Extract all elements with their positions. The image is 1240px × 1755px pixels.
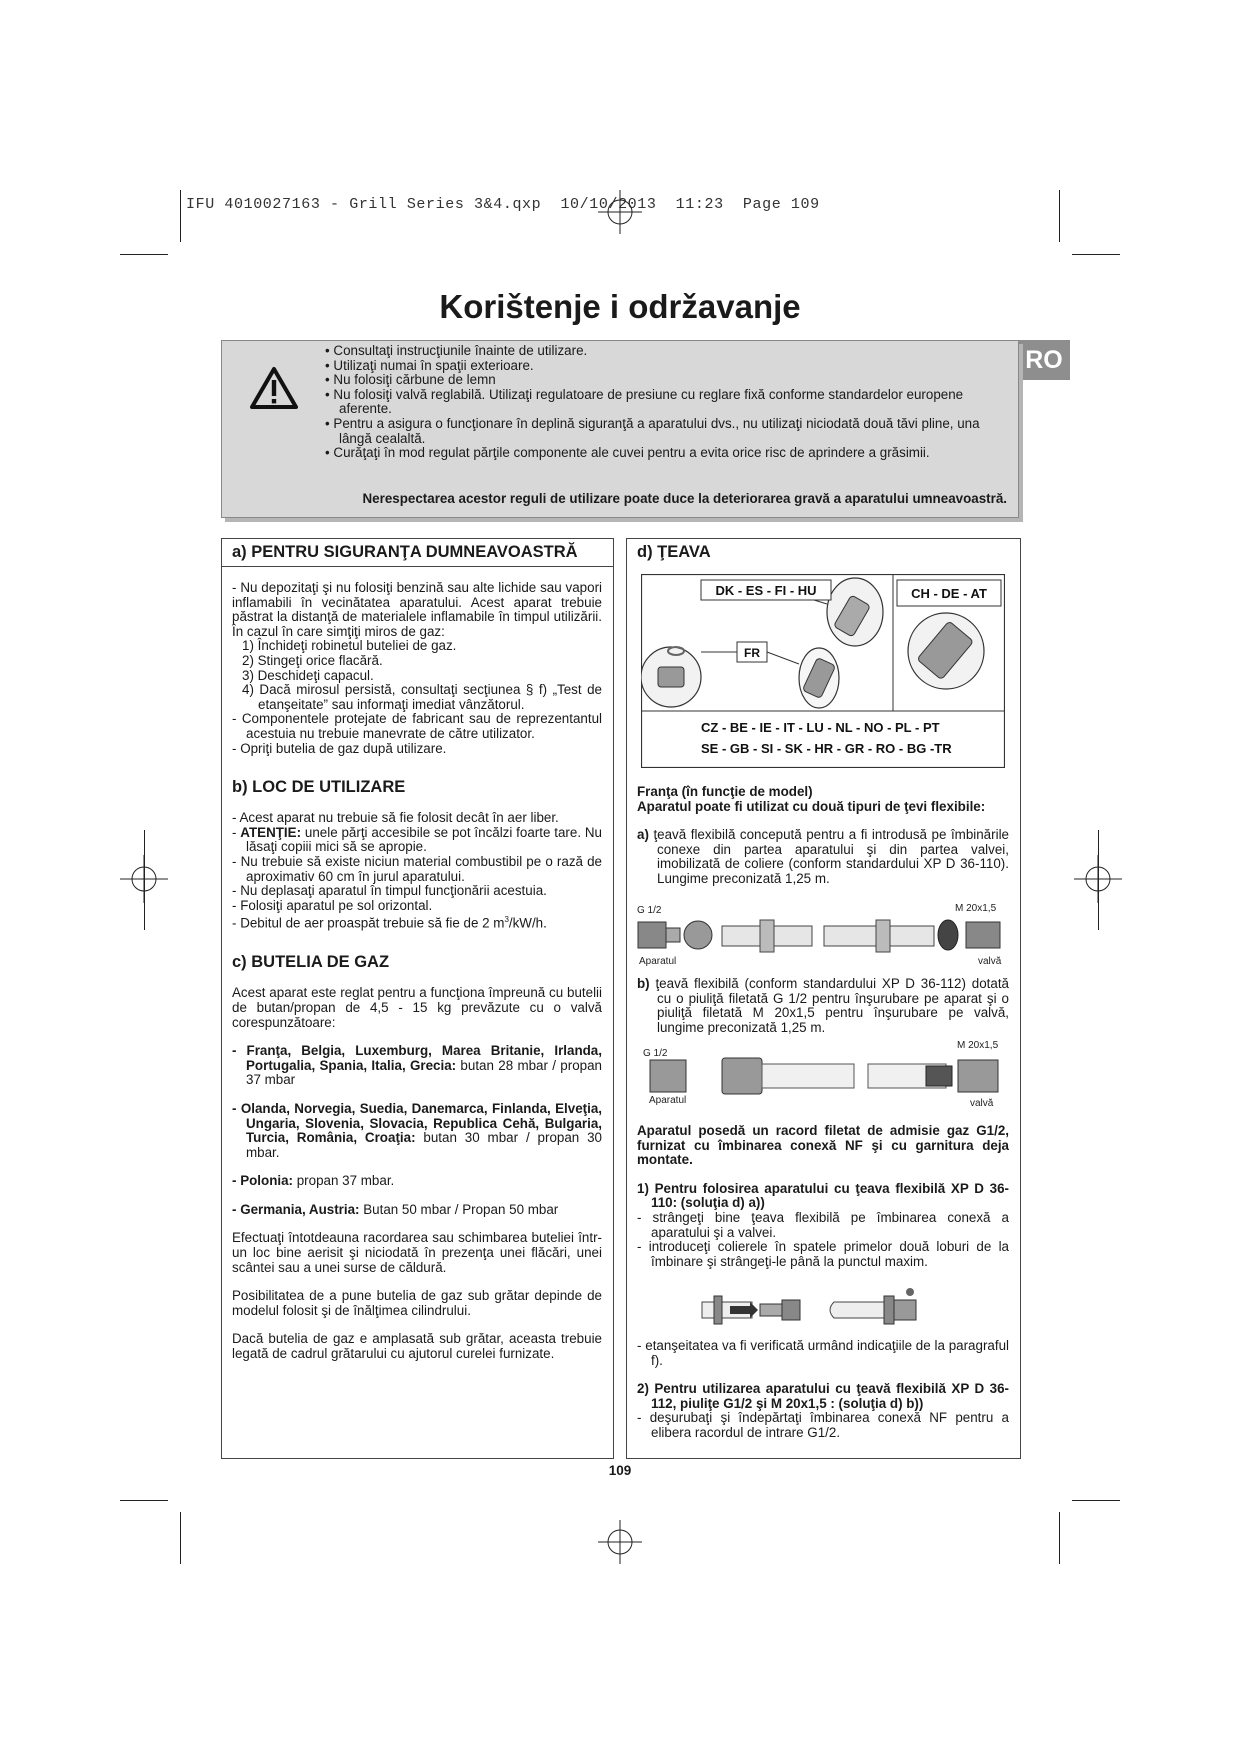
section-b-title: b) LOC DE UTILIZARE (232, 778, 406, 797)
hose-b-m-label: M 20x1,5 (957, 1040, 999, 1051)
section-b-item: - ATENŢIE: unele părţi accesibile se pot încălzi foarte tare. Nu lăsaţi copiii mici să se apropie. (232, 824, 602, 855)
registration-mark-top (596, 188, 644, 236)
registration-mark-bottom (596, 1518, 644, 1566)
hose-a-illustration (636, 916, 1006, 956)
crop-mark (1072, 254, 1120, 255)
option-a: a) ţeavă flexibilă concepută pentru a fi introdusă pe îmbinările conexe din partea aparatului şi din partea valvei, imobilizată de coliere (conform standardului XP D 36-110). Lungime preconizată 1,25 m. (637, 827, 1009, 886)
crop-mark (180, 1512, 181, 1564)
crop-mark (1098, 830, 1099, 930)
section-b-item: - Nu deplasaţi aparatul în timpul funcţionării acestuia. (232, 883, 547, 899)
clamp-illustration (694, 1284, 940, 1334)
hose-a-right-label: valvă (978, 956, 1002, 967)
crop-mark (120, 1500, 168, 1501)
print-header: IFU 4010027163 - Grill Series 3&4.qxp 10/10/2013 11:23 Page 109 (186, 196, 820, 213)
crop-mark (1059, 190, 1060, 242)
step-1-title: 1) Pentru folosirea aparatului cu ţeava flexibilă XP D 36-110: (soluţia d) a)) (637, 1180, 1009, 1211)
warning-item: • Nu folosiţi cărbune de lemn (325, 372, 496, 388)
crop-mark (180, 190, 181, 242)
hose-b-illustration (640, 1054, 1006, 1098)
connector-note: Aparatul posedă un racord filetat de admisie gaz G1/2, furnizat cu îmbinarea conexă NF şi cu garnitura deja montate. (637, 1123, 1009, 1168)
section-a-intro: - Nu depozitaţi şi nu folosiţi benzină sau alte lichide sau vapori inflamabili în vecinătatea aparatului. Acest aparat trebuie păstrat la distanţă de materialele inflamabile în timpul utilizării. În cazul în care simţiţi miros de gaz: (232, 580, 602, 639)
warning-item: • Pentru a asigura o funcţionare în deplină siguranţă a aparatului dvs., nu utilizaţi niciodată două tăvi pline, una lângă cealaltă. (325, 415, 980, 446)
language-tab: RO (1018, 340, 1070, 380)
section-a-title: a) PENTRU SIGURANŢA DUMNEAVOASTRĂ (232, 543, 578, 561)
option-b: b) ţeavă flexibilă (conform standardului XP D 36-112) dotată cu o piuliţă filetată G 1/2 pentru înşurubare pe aparat şi o piuliţă filetată M 20x1,5 pentru înşurubare pe valvă, lungime preconizată 1,25 m. (637, 976, 1009, 1035)
label-ch-de-at: CH - DE - AT (911, 586, 987, 601)
section-a-item: - Opriţi butelia de gaz după utilizare. (232, 740, 447, 756)
section-b-item: - Nu trebuie să existe niciun material combustibil pe o rază de aproximativ 60 cm în jurul aparatului. (232, 853, 602, 884)
country-pressure: - Polonia: propan 37 mbar. (232, 1173, 395, 1189)
country-pressure: - Franţa, Belgia, Luxemburg, Marea Britanie, Irlanda, Portugalia, Spania, Italia, Grecia: butan 28 mbar / propan 37 mbar (232, 1043, 602, 1088)
warning-list (325, 344, 1005, 461)
france-title: Franţa (în funcţie de model) (637, 784, 813, 799)
warning-footer: Nerespectarea acestor reguli de utilizare poate duce la deteriorarea gravă a aparatului umneavoastră. (362, 491, 1007, 506)
section-a-item: - Componentele protejate de fabricant sau de reprezentantul acestuia nu trebuie manevrate de către utilizator. (232, 711, 602, 741)
section-b-item: - Debitul de aer proaspăt trebuie să fie de 2 $m^3/kW/h$. (232, 915, 547, 931)
hose-b-left-label: Aparatul (649, 1095, 687, 1106)
step-1-after: - etanşeitatea va fi verificată urmând indicaţiile de la paragraful f). (637, 1338, 1009, 1368)
step-1-item: - introduceţi colierele în spatele primelor două loburi de la îmbinare şi strângeţi-le până la punctul maxim. (637, 1239, 1009, 1269)
section-c-intro: Acest aparat este reglat pentru a funcţiona împreună cu butelii de butan/propan de 4,5 - 15 kg prevăzute cu o valvă corespunzătoare: (232, 985, 602, 1030)
hose-a-g-label: G 1/2 (637, 905, 662, 916)
section-a-step: 3) Deschideţi capacul. (242, 667, 374, 683)
country-pressure: - Olanda, Norvegia, Suedia, Danemarca, Finlanda, Elveţia, Ungaria, Slovenia, Slovacia, Republica Cehă, Bulgaria, Turcia, România, Croaţia: butan 30 mbar / propan 30 mbar. (232, 1100, 603, 1160)
hose-a-left-label: Aparatul (639, 956, 677, 967)
label-countries-row1: CZ - BE - IE - IT - LU - NL - NO - PL - PT (701, 720, 940, 735)
label-dk-es-fi-hu: DK - ES - FI - HU (715, 583, 817, 598)
warning-triangle-icon (250, 366, 298, 410)
section-c-paragraph: Efectuaţi întotdeauna racordarea sau schimbarea buteliei într-un loc bine aerisit şi niciodată în prezenţa unei flăcări, unei scântei sau a unei surse de căldură. (232, 1230, 602, 1275)
crop-mark (120, 254, 168, 255)
crop-mark (144, 830, 145, 930)
france-subtitle: Aparatul poate fi utilizat cu două tipuri de ţevi flexibile: (637, 798, 986, 814)
page-number: 109 (608, 1463, 632, 1478)
section-c-paragraph: Dacă butelia de gaz e amplasată sub grătar, aceasta trebuie legată de cadrul grătarului cu ajutorul curelei furnizate. (232, 1331, 602, 1362)
section-b-item: - Acest aparat nu trebuie să fie folosit decât în aer liber. (232, 810, 559, 826)
section-c-paragraph: Posibilitatea de a pune butelia de gaz sub grătar depinde de modelul folosit şi de înălţimea cilindrului. (232, 1288, 602, 1318)
warning-item: • Nu folosiţi valvă reglabilă. Utilizaţi regulatoare de presiune cu reglare fixă conforme standardelor europene aferente. (325, 386, 964, 417)
step-2-title: 2) Pentru utilizarea aparatului cu ţeavă flexibilă XP D 36-112, piuliţe G1/2 şi M 20x1,5 : (soluţia d) b)) (637, 1381, 1009, 1411)
warning-item: • Utilizaţi numai în spaţii exterioare. (325, 357, 534, 373)
section-d-title: d) ŢEAVA (637, 543, 711, 561)
warning-item: • Curăţaţi în mod regulat părţile componente ale cuvei pentru a evita orice risc de aprindere a grăsimii. (325, 445, 930, 461)
section-c-title: c) BUTELIA DE GAZ (232, 953, 390, 972)
crop-mark (1072, 1500, 1120, 1501)
label-countries-row2: SE - GB - SI - SK - HR - GR - RO - BG -TR (701, 741, 952, 756)
hose-country-diagram (641, 574, 1005, 768)
hose-b-g-label: G 1/2 (643, 1048, 668, 1059)
hose-b-right-label: valvă (970, 1098, 994, 1109)
hose-a-m-label: M 20x1,5 (955, 903, 997, 914)
country-pressure: - Germania, Austria: Butan 50 mbar / Propan 50 mbar (232, 1201, 559, 1217)
label-fr: FR (744, 646, 760, 660)
step-1-item: - strângeţi bine ţeava flexibilă pe îmbinarea conexă a aparatului şi a valvei. (637, 1209, 1009, 1240)
crop-mark (1059, 1512, 1060, 1564)
section-a-step: 1) Închideţi robinetul buteliei de gaz. (242, 638, 457, 654)
section-a-step: 4) Dacă mirosul persistă, consultaţi secţiunea § f) „Test de etanşeitate” sau informaţi imediat vânzătorul. (242, 682, 602, 712)
page-title: Korištenje i održavanje (439, 288, 801, 325)
section-a-step: 2) Stingeţi orice flacără. (242, 652, 383, 668)
step-2-item: - deşurubaţi şi îndepărtaţi îmbinarea conexă NF pentru a elibera racordul de intrare G1/2. (637, 1410, 1009, 1440)
section-b-item: - Folosiţi aparatul pe sol orizontal. (232, 897, 433, 913)
warning-item: • Consultaţi instrucţiunile înainte de utilizare. (325, 343, 588, 358)
